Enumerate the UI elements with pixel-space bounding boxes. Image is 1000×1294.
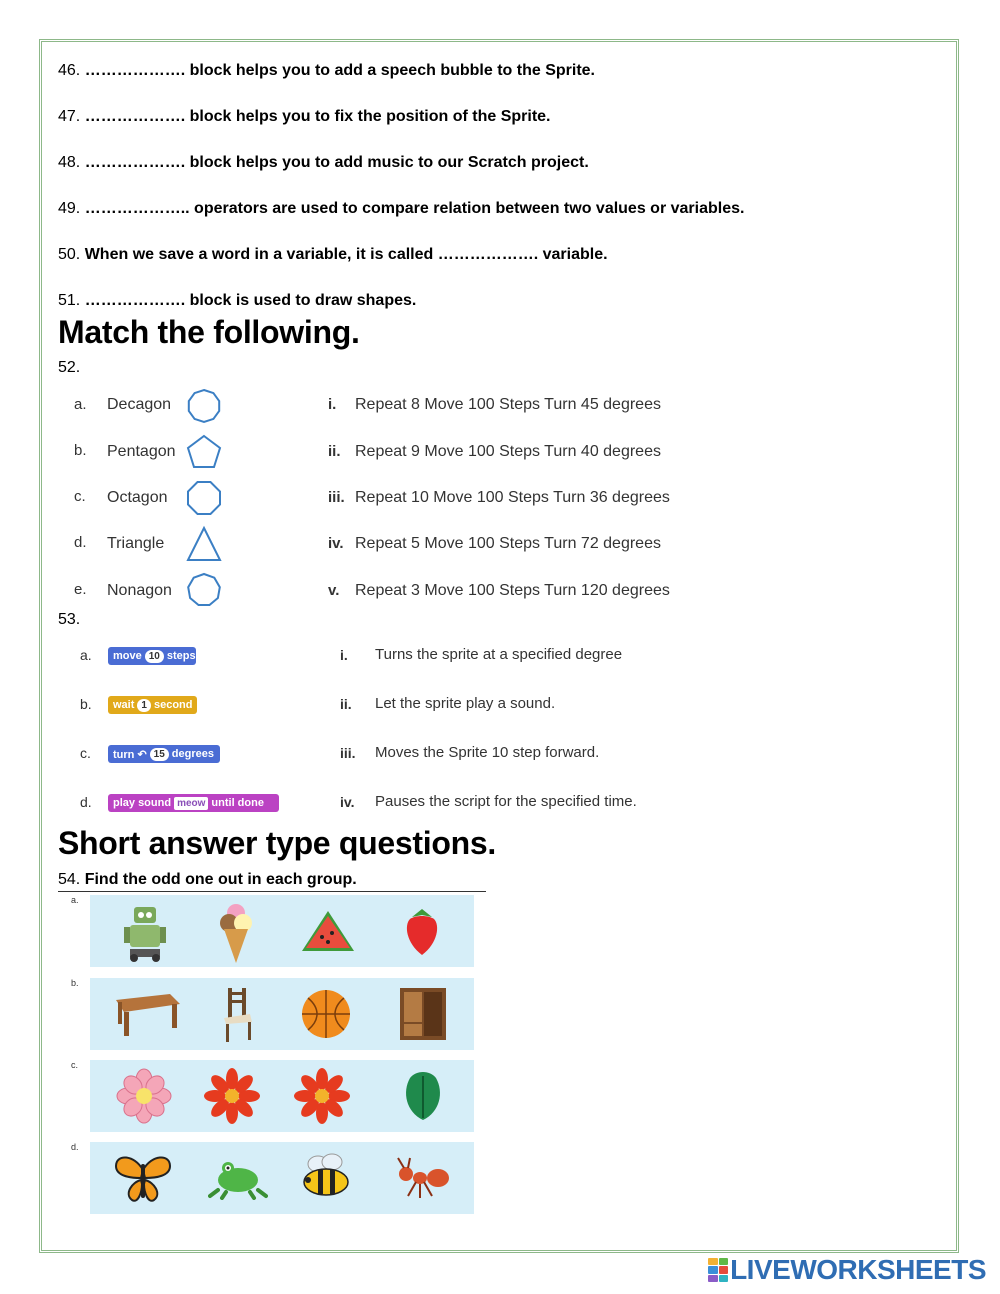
q53-roman: i. — [340, 647, 348, 663]
q52-description: Repeat 9 Move 100 Steps Turn 40 degrees — [355, 443, 661, 460]
question-49: 49. ……………….. operators are used to compare relation between two values or variables. — [58, 200, 745, 217]
q52-roman: i. — [328, 396, 337, 413]
question-54: 54. Find the odd one out in each group. — [58, 871, 357, 888]
octagon-icon — [185, 479, 223, 517]
liveworksheets-logo — [708, 1254, 986, 1286]
q53-roman: ii. — [340, 696, 352, 712]
group-label: d. — [71, 1142, 79, 1152]
strawberry-icon — [400, 905, 444, 959]
ant-icon — [394, 1154, 452, 1202]
group-label: c. — [71, 1060, 79, 1070]
q53-letter: d. — [80, 794, 92, 810]
red-flower-icon — [294, 1068, 350, 1124]
q52-letter: c. — [74, 488, 86, 505]
group-label: b. — [71, 978, 79, 988]
scratch-move-block: move 10 steps — [108, 647, 196, 665]
scratch-turn-block: turn ↶ 15 degrees — [108, 745, 220, 763]
brand-name: LIVEWORKSHEETS — [730, 1254, 986, 1285]
q52-roman: ii. — [328, 443, 341, 460]
q52-roman: v. — [328, 582, 340, 599]
q52-shape-name: Triangle — [107, 535, 165, 552]
chair-icon — [220, 984, 254, 1044]
q52-roman: iii. — [328, 489, 345, 506]
q52-shape-name: Nonagon — [107, 582, 172, 599]
bee-icon — [298, 1152, 354, 1200]
q52-description: Repeat 8 Move 100 Steps Turn 45 degrees — [355, 396, 661, 413]
table-icon — [110, 990, 182, 1038]
ball-icon — [300, 988, 352, 1040]
q52-shape-name: Pentagon — [107, 443, 176, 460]
q52-letter: a. — [74, 396, 87, 413]
group-d — [90, 1142, 474, 1214]
q53-description: Let the sprite play a sound. — [375, 695, 556, 712]
q52-roman: iv. — [328, 535, 344, 552]
red-flower-icon — [204, 1068, 260, 1124]
watermelon-icon — [298, 907, 358, 957]
q53-roman: iii. — [340, 745, 356, 761]
q53-description: Moves the Sprite 10 step forward. — [375, 744, 600, 761]
q53-description: Pauses the script for the specified time. — [375, 793, 637, 810]
q52-description: Repeat 10 Move 100 Steps Turn 36 degrees — [355, 489, 670, 506]
triangle-icon — [185, 525, 223, 563]
question-47: 47. ………………. block helps you to fix the position of the Sprite. — [58, 108, 551, 125]
question-53-number: 53. — [58, 611, 81, 628]
question-50: 50. When we save a word in a variable, it is called ………………. variable. — [58, 246, 608, 263]
q53-roman: iv. — [340, 794, 355, 810]
question-46: 46. ………………. block helps you to add a speech bubble to the Sprite. — [58, 62, 595, 79]
robot-icon — [120, 903, 170, 963]
decagon-icon — [185, 387, 223, 425]
question-52-number: 52. — [58, 359, 81, 376]
group-b — [90, 978, 474, 1050]
scratch-wait-block: wait 1 second — [108, 696, 197, 714]
ice-cream-icon — [218, 901, 254, 965]
q52-description: Repeat 3 Move 100 Steps Turn 120 degrees — [355, 582, 670, 599]
heading-short-answer: Short answer type questions. — [58, 825, 496, 861]
heading-match: Match the following. — [58, 314, 360, 350]
question-51: 51. ………………. block is used to draw shapes. — [58, 292, 417, 309]
leaf-icon — [400, 1068, 446, 1124]
q53-letter: a. — [80, 647, 92, 663]
q52-letter: b. — [74, 442, 87, 459]
frog-icon — [208, 1156, 268, 1200]
butterfly-icon — [112, 1150, 174, 1206]
group-c — [90, 1060, 474, 1132]
question-48: 48. ………………. block helps you to add music to our Scratch project. — [58, 154, 589, 171]
q52-letter: d. — [74, 534, 87, 551]
q53-letter: c. — [80, 745, 91, 761]
q52-shape-name: Octagon — [107, 489, 168, 506]
q52-letter: e. — [74, 581, 87, 598]
group-a — [90, 895, 474, 967]
odd-one-out-image — [68, 892, 478, 1214]
scratch-play-sound-block: play sound meow until done — [108, 794, 279, 812]
q53-letter: b. — [80, 696, 92, 712]
q52-shape-name: Decagon — [107, 396, 172, 413]
group-label: a. — [71, 895, 79, 905]
q53-description: Turns the sprite at a specified degree — [375, 646, 623, 663]
pink-flower-icon — [116, 1068, 172, 1124]
nonagon-icon — [185, 571, 223, 609]
pentagon-icon — [185, 433, 223, 471]
cupboard-icon — [396, 984, 450, 1044]
logo-cube-icon — [708, 1258, 728, 1282]
q52-description: Repeat 5 Move 100 Steps Turn 72 degrees — [355, 535, 661, 552]
